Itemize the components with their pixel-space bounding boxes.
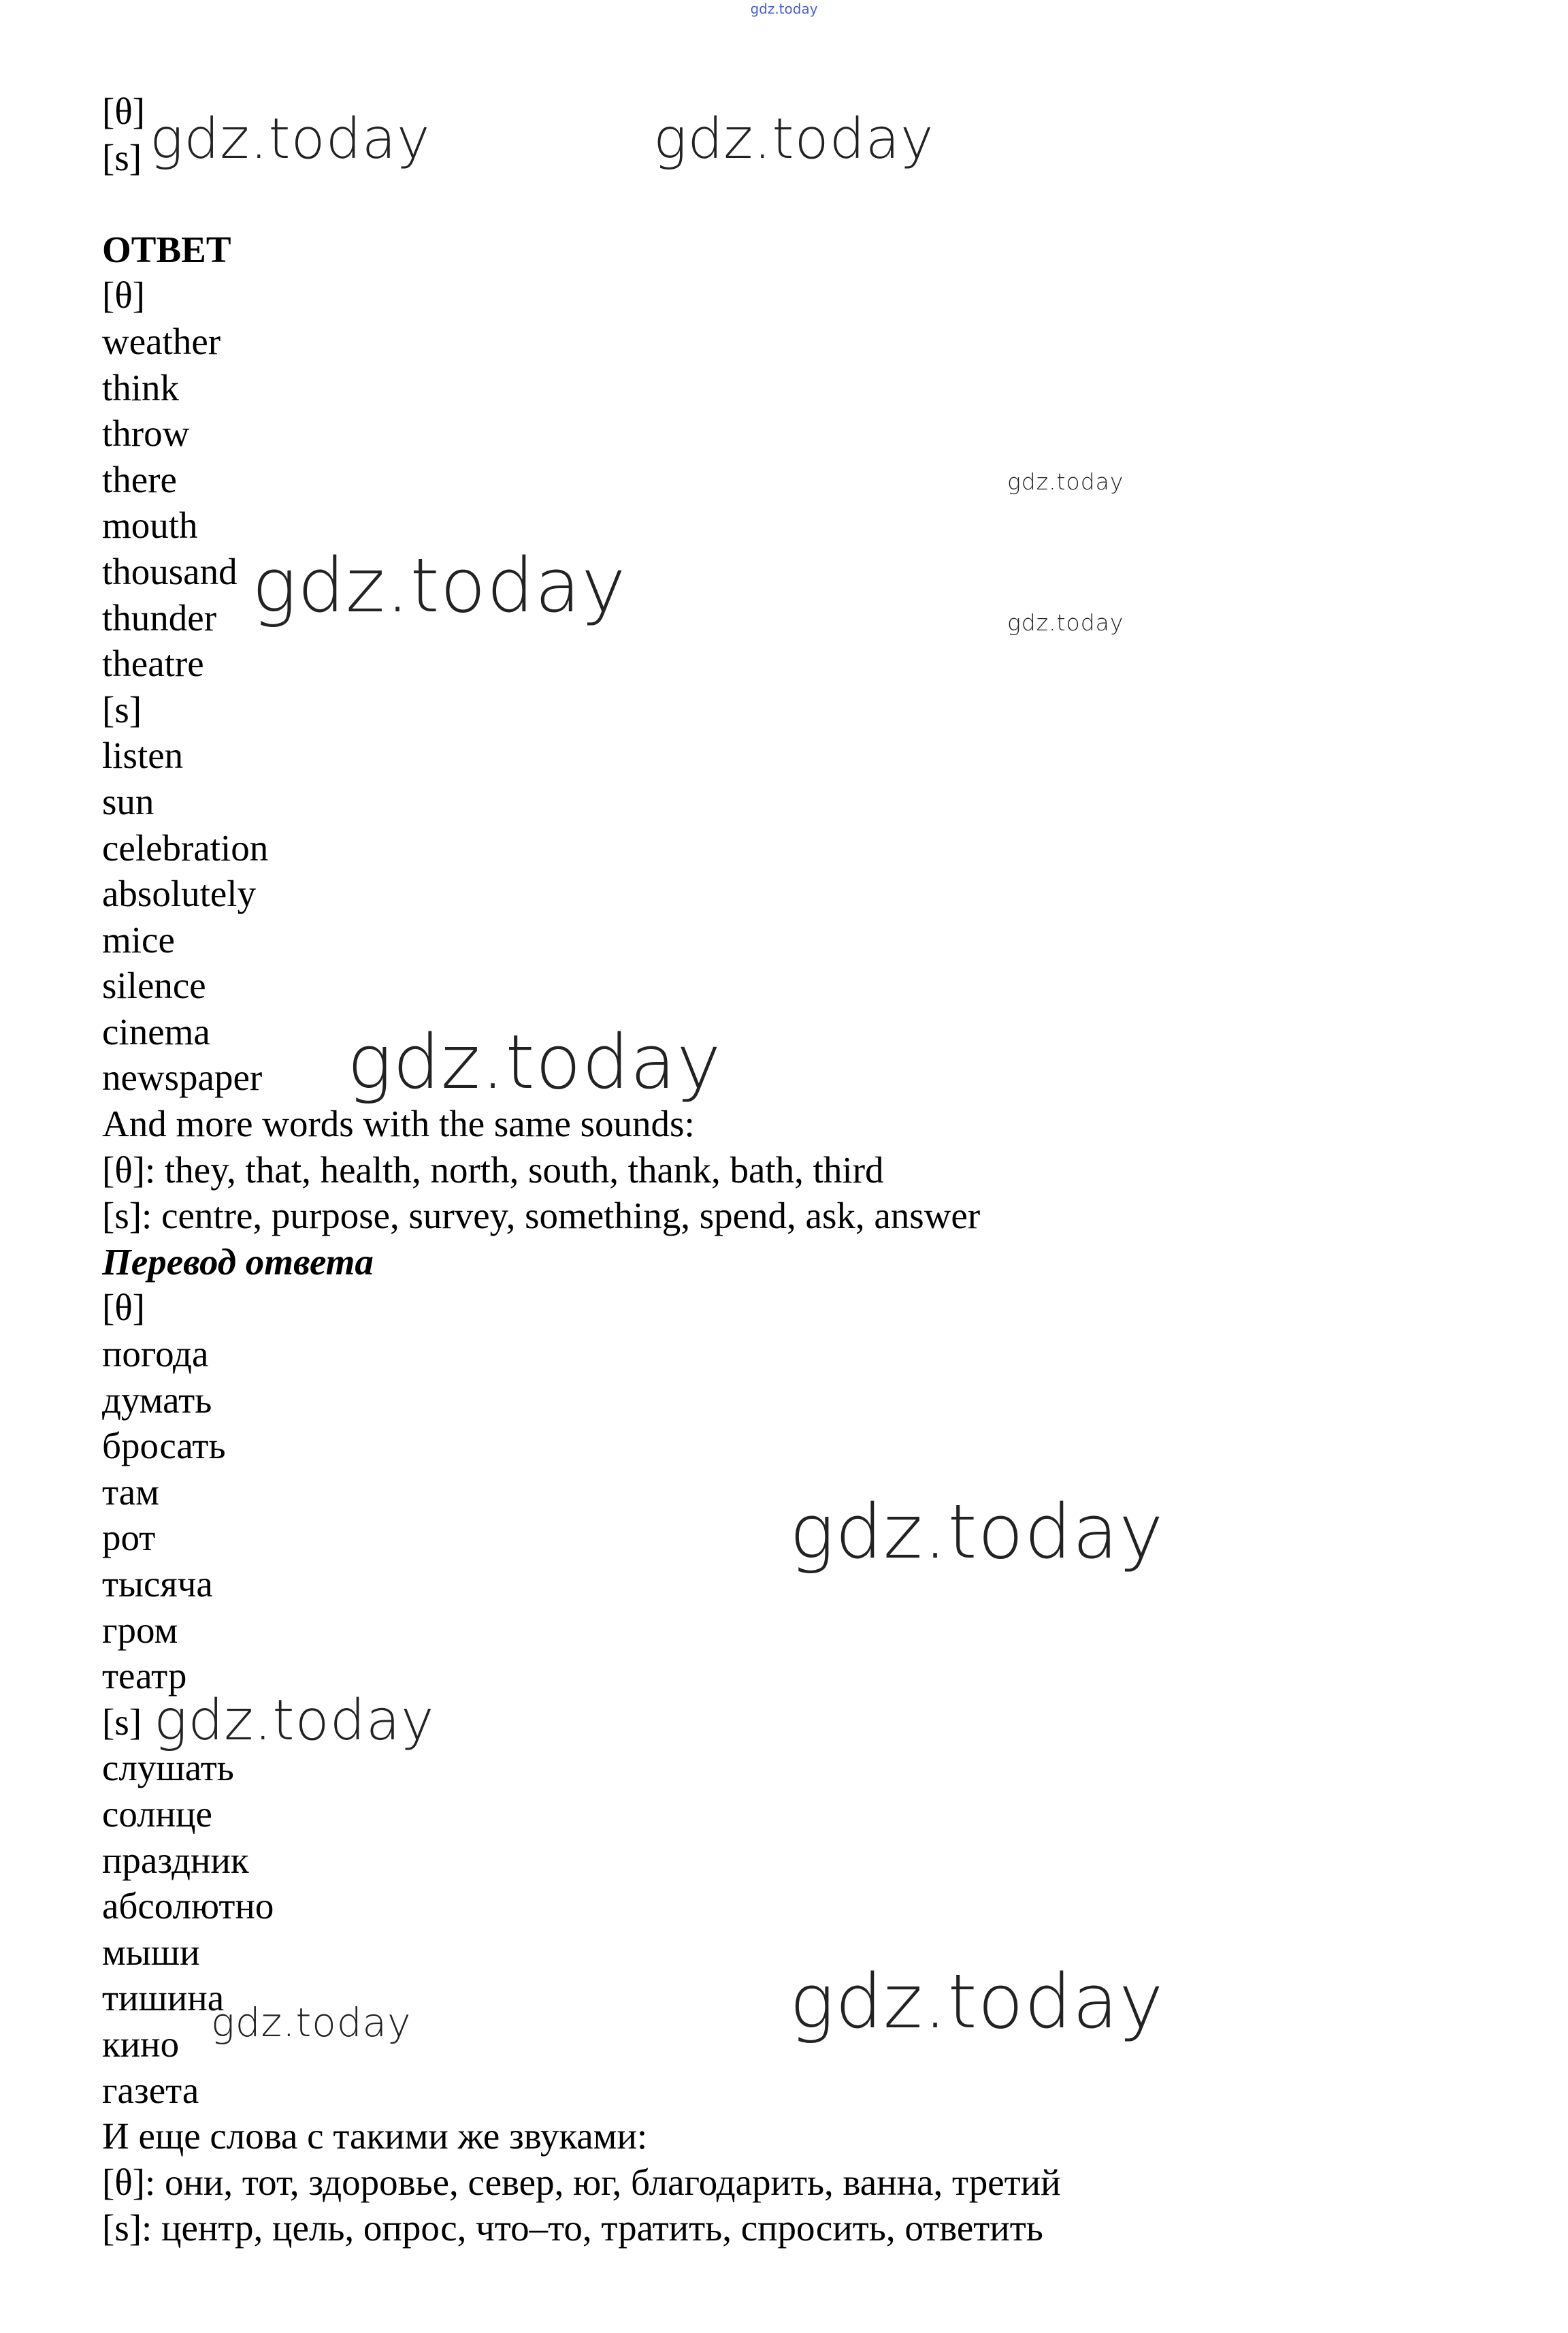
- text-line: mouth: [102, 504, 198, 547]
- text-line: газета: [102, 2069, 199, 2111]
- watermark: gdz.today: [154, 1688, 435, 1753]
- text-line: [θ]: [102, 91, 145, 132]
- text-line: [s]: centre, purpose, survey, something, spend, ask, answer: [102, 1195, 981, 1237]
- watermark: gdz.today: [789, 1958, 1164, 2045]
- text-line: [θ]: они, тот, здоровье, север, юг, благодарить, ванна, третий: [102, 2161, 1061, 2203]
- text-line: [s]: [102, 136, 142, 178]
- text-line: there: [102, 458, 177, 500]
- text-line: абсолютно: [102, 1885, 274, 1927]
- text-line: absolutely: [102, 873, 257, 915]
- top-watermark: gdz.today: [750, 1, 818, 17]
- text-line: кино: [102, 2023, 180, 2065]
- text-line: театр: [102, 1655, 187, 1697]
- text-line: silence: [102, 965, 206, 1007]
- text-line: [θ]: [102, 274, 145, 317]
- text-line: listen: [102, 735, 184, 777]
- watermark: gdz.today: [1007, 609, 1124, 636]
- watermark: gdz.today: [789, 1488, 1164, 1575]
- text-line: sun: [102, 780, 154, 822]
- text-line: thunder: [102, 596, 217, 639]
- text-line: thousand: [102, 550, 238, 592]
- text-line: солнце: [102, 1792, 212, 1835]
- text-line: theatre: [102, 643, 204, 685]
- text-line: мыши: [102, 1931, 200, 1973]
- watermark: gdz.today: [1007, 468, 1124, 495]
- text-line: слушать: [102, 1747, 234, 1789]
- section-heading: ОТВЕТ: [102, 228, 231, 270]
- text-line: рот: [102, 1517, 156, 1559]
- document-body: [102, 89, 1429, 2251]
- text-line: бросать: [102, 1425, 226, 1467]
- text-line: погода: [102, 1333, 209, 1375]
- text-line: [s]: [102, 1701, 142, 1743]
- text-line: weather: [102, 320, 221, 362]
- text-line: throw: [102, 413, 190, 455]
- text-line: celebration: [102, 826, 269, 869]
- text-line: [θ]: they, that, health, north, south, thank, bath, third: [102, 1148, 884, 1191]
- section-heading: Перевод ответа: [102, 1240, 374, 1283]
- text-line: And more words with the same sounds:: [102, 1103, 695, 1145]
- text-line: cinema: [102, 1010, 210, 1052]
- text-line: [s]: центр, цель, опрос, что–то, тратить, спросить, ответить: [102, 2207, 1043, 2249]
- text-line: тысяча: [102, 1563, 213, 1605]
- text-line: mice: [102, 918, 175, 961]
- watermark: gdz.today: [347, 1018, 722, 1106]
- watermark: gdz.today: [653, 107, 934, 172]
- text-line: тишина: [102, 1977, 225, 2019]
- text-line: [θ]: [102, 1287, 145, 1329]
- text-line: думать: [102, 1379, 212, 1421]
- text-line: [s]: [102, 688, 142, 730]
- text-line: think: [102, 366, 180, 408]
- text-line: [102, 180, 1429, 227]
- watermark: gdz.today: [150, 107, 431, 172]
- watermark: gdz.today: [211, 1999, 412, 2046]
- text-line: newspaper: [102, 1057, 263, 1099]
- text-line: И еще слова с такими же звуками:: [102, 2115, 648, 2157]
- text-line: гром: [102, 1609, 178, 1651]
- text-line: там: [102, 1470, 159, 1513]
- watermark: gdz.today: [252, 542, 627, 629]
- text-line: праздник: [102, 1839, 249, 1881]
